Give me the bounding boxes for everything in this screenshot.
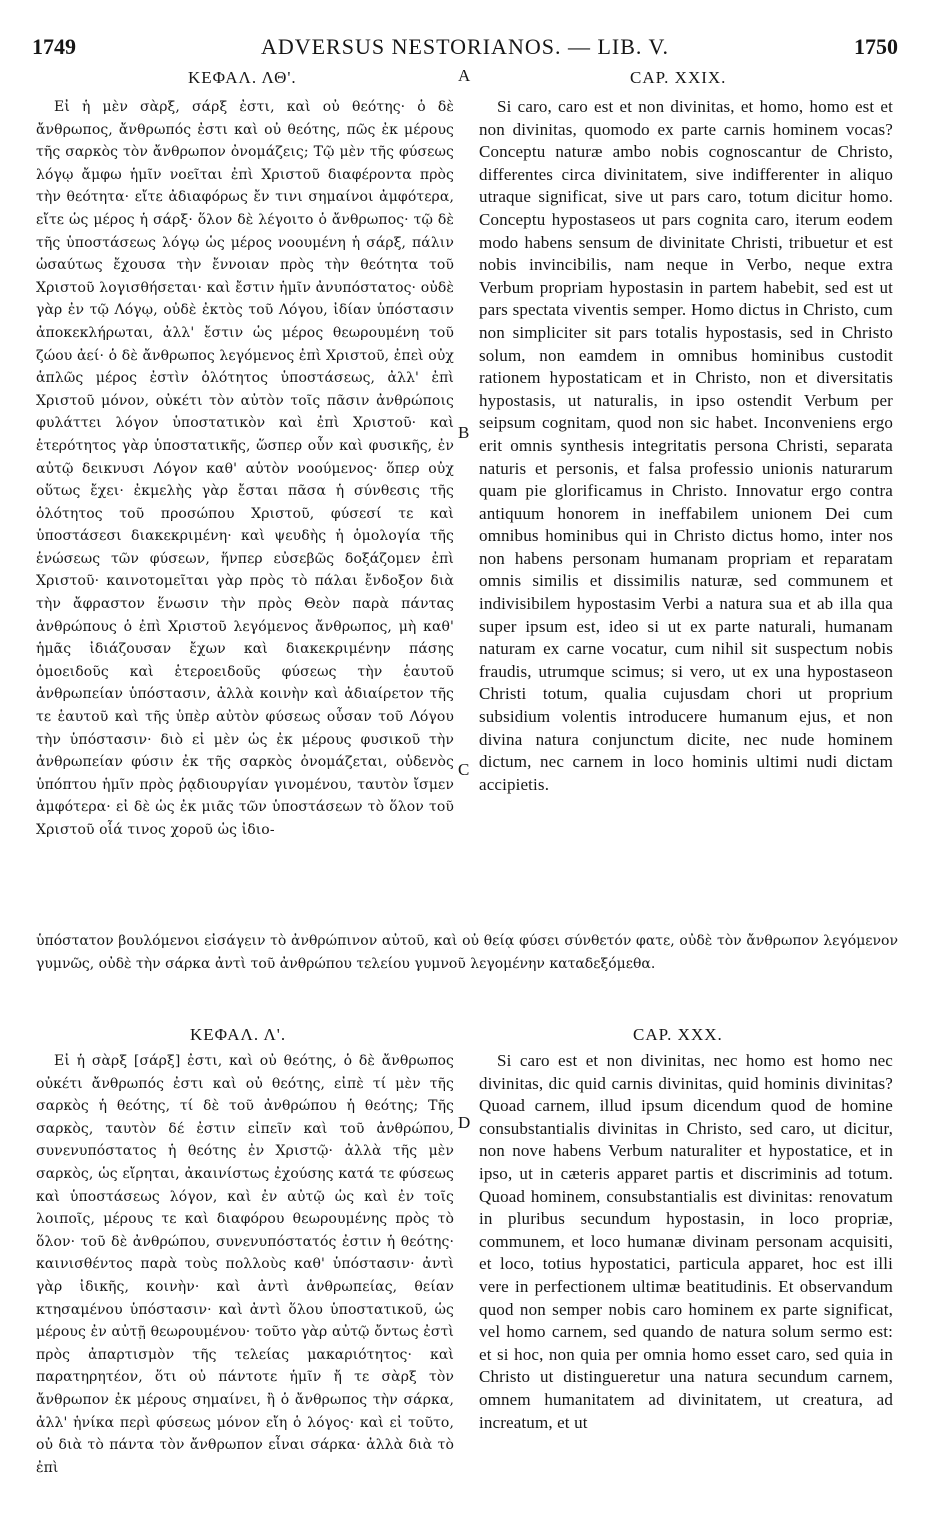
margin-marker-c: C <box>458 760 470 779</box>
margin-marker-b: B <box>458 423 470 442</box>
greek-column-1 <box>36 96 454 842</box>
greek-paragraph-2: Εἰ ἡ σὰρξ [σάρξ] ἐστι, καὶ οὐ θεότης, ὁ δὲ ἄνθρωπος οὐκέτι ἄνθρωπός ἐστι καὶ οὐ θεότης, εἰπὲ τί μὲν τῆς σαρκὸς ἡ θεότης, τί δὲ τοῦ ἀνθρώπου ἡ θεότης; Τῆς σαρκὸς, ταυτὸν δέ ἐστιν εἰπεῖν καὶ τοῦ ἀνθρώπου, συνενυπόστατος ἡ θεότης ἐν Χριστῷ· ἀλλὰ τῆς μὲν σαρκὸς, ὡς εἴρηται, ἀκαινίστως ἐχούσης κατά τε φύσεως καὶ ὑποστάσεως λόγον, καὶ ἐν αὐτῷ ὡς καὶ ἐν τοῖς λοιποῖς, μέρους τε καὶ διαφόρου θεωρουμένης πρὸς τὸ ὅλον· τοῦ δὲ ἀνθρώπου, συνενυπόστατός ἐστιν ἡ θεότης· καινισθέντος παρὰ τοὺς πολλοὺς καθ' ὑπόστασιν· ἀντὶ γὰρ ἰδικῆς, κοινὴν· καὶ ἀντὶ ἀνθρωπείας, θείαν κτησαμένου ὑπόστασιν· καὶ ἀντὶ ὅλου ὑποστατικοῦ, ὡς μέρους ἐν αὐτῇ θεωρουμένου· τοῦτο γὰρ αὐτῷ ὄντως ἐστὶ πρὸς ἀπαρτισμὸν τῆς τελείας μακαριότητος· καὶ παρατηρητέον, ὅτι οὐ πάντοτε ἡμῖν ἤ τε σὰρξ τὸν ἄνθρωπον ἐκ μέρους σημαίνει, ἢ ὁ ἄνθρωπος τὴν σάρκα, ἀλλ' ἡνίκα περὶ φύσεως μόνον εἴη ὁ λόγος· καὶ εἰ τοῦτο, οὐ διὰ τὸ πάντα τὸν ἄνθρωπον εἶναι σάρκα· ἀλλὰ διὰ τὸ ἐπὶ <box>36 1053 454 1476</box>
latin-column-2 <box>479 1050 893 1434</box>
page-number-left: 1749 <box>32 34 76 59</box>
latin-paragraph-2: Si caro est et non divinitas, nec homo est homo nec divinitas, dic quid carnis divinitas, quid hominis divinitas? Quoad carnem, illud ipsum dicendum quod de homine consubstantialis divinitas in Christo, sed caro, ut dicitur, non nove habens Verbum naturaliter et hypostatice, et in ipso, ut in cæteris apparet partis et discriminis ad totum. Quoad hominem, consubstantialis est divinitas: renovatum in pluribus secundum hypostasin, in loco propriæ, communem, et loco humanæ divinam personam acquisiti, et loco, totius hypostatici, particula apparet, hoc est illi vere in perfectionem ultimæ beatitudinis. Et observandum quod non semper nobis caro hominem ex parte significat, vel homo carnem, sed quando de natura solum sermo est: et si hoc, non quia per omnia homo esset caro, sed quia in Christo ut distingueretur una natura secundum carnem, omnem humanitatem ad divinitatem, ut creatura, ad increatum, et ut <box>479 1051 893 1432</box>
page-header <box>32 34 898 64</box>
latin-column-1 <box>479 96 893 796</box>
greek-chapter-heading-1: ΚΕΦΑΛ. ΛΘ'. <box>188 68 297 87</box>
greek-full-width-continuation: ὑπόστατον βουλόμενοι εἰσάγειν τὸ ἀνθρώπινον αὐτοῦ, καὶ οὐ θείᾳ φύσει σύνθετόν φατε, οὐδὲ τὸν ἄνθρωπον λεγόμενον γυμνῶς, οὐδὲ τὴν σάρκα ἀντὶ τοῦ ἀνθρώπου τελείου γυμνοῦ λεγομένην καταδεξόμεθα. <box>36 933 898 972</box>
margin-marker-d: D <box>458 1113 471 1132</box>
latin-chapter-heading-1: CAP. XXIX. <box>630 68 727 87</box>
margin-marker-a: A <box>458 66 471 85</box>
page-number-right: 1750 <box>854 34 898 59</box>
greek-paragraph-1: Εἰ ἡ μὲν σὰρξ, σάρξ ἐστι, καὶ οὐ θεότης· ὁ δὲ ἄνθρωπος, ἄνθρωπός ἐστι καὶ οὐ θεότης, πῶς ἐκ μέρους τῆς σαρκὸς τὸν ἄνθρωπον ὀνομάζεις; Τῷ μὲν τῆς φύσεως λόγῳ ἄμφω ἡμῖν νοεῖται ἐπὶ Χριστοῦ διαφέροντα πρὸς τὴν θεότητα· εἴτε ἀδιαφόρως ἔν τινι σημαίνοι ἀμφότερα, εἴτε ὡς μέρος ἡ σάρξ· ὅλον δὲ λέγοιτο ὁ ἄνθρωπος· τῷ δὲ τῆς ὑποστάσεως λόγῳ ὡς μέρος νοουμένη ἡ σάρξ, πάλιν ὡσαύτως ἔχουσα τὴν ἔννοιαν πρὸς τὴν θεότητα τοῦ Χριστοῦ λογισθήσεται· καὶ ἔστιν ἡμῖν ἀνυπόστατος· οὐδὲ γὰρ ἐν τῷ Λόγῳ, οὐδὲ ἐκτὸς τοῦ Λόγου, ἰδίαν ὑπόστασιν ἀποκεκλήρωται, ἀλλ' ἔστιν ὡς μέρος θεωρουμένη τοῦ ζώου ἀεί· ὁ δὲ ἄνθρωπος λεγόμενος ἐπὶ Χριστοῦ, ἐπεὶ οὐχ ἁπλῶς μέρος ἐστὶν ὁλότητος ὑποστάσεως, ἀλλ' ἐπὶ Χριστοῦ μόνον, οὐκέτι τὸν αὐτὸν τοῖς πᾶσιν ἀνθρώποις φυλάττει λόγον ὑποστατικὸν καὶ ἐπὶ Χριστοῦ· καὶ ἑτερότητος γὰρ ὑποστατικῆς, ὥσπερ οὖν καὶ φυσικῆς, ἐν αὐτῷ δεικνυσι Λόγον καθ' αὑτὸν νοούμενος· ὅπερ οὐχ οὕτως ἔχει· ἐκμελὴς γὰρ ἔσται πᾶσα ἡ σύνθεσις τῆς ὁλότητος τοῦ προσώπου Χριστοῦ, φύσεσί τε καὶ ὑποστάσεσι διακεκριμένη· καὶ ψευδὴς ἡ ὁμολογία τῆς ἑνώσεως τῶν φύσεων, ἥνπερ εὐσεβῶς δοξάζομεν ἐπὶ Χριστοῦ· καινοτομεῖται γὰρ πρὸς τὸ πάλαι ἔνδοξον διὰ τὴν ἄφραστον ἕνωσιν τὴν πρὸς Θεὸν παρὰ πάντας ἀνθρώπους ὁ ἐπὶ Χριστοῦ λεγόμενος ἄνθρωπος, μὴ καθ' ἡμᾶς ἰδιάζουσαν ἔχων καὶ διακεκριμένην πάσης ὁμοειδοῦς καὶ ἑτεροειδοῦς φύσεως τὴν ἑαυτοῦ ἀνθρωπείαν ὑπόστασιν, ἀλλὰ κοινὴν καὶ ἀδιαίρετον τῆς τε ἑαυτοῦ καὶ τῆς ὑπὲρ αὐτὸν φύσεως οὖσαν τοῦ Λόγου τὴν ὑπόστασιν· διὸ εἰ μὲν ὡς ἐκ μέρους φυσικοῦ τὴν ἀνθρωπείαν φύσιν ἐκ τῆς σαρκὸς ὀνομάζεται, οὐδενὸς ὑπόπτου ἡμῖν πρὸς ῥᾳδιουργίαν γινομένου, ταυτὸν ἴσμεν ἀμφότερα· εἰ δὲ ὡς ἐκ μιᾶς τῶν ὑποστάσεων τὸ ὅλον τοῦ Χριστοῦ οἷά τινος χοροῦ ὡς ἰδιο- <box>36 99 454 838</box>
latin-paragraph-1: Si caro, caro est et non divinitas, et homo, homo est et non divinitas, quomodo ex parte carnis hominem vocas? Conceptu naturæ ambo nobis cognoscantur de Christo, differentes circa divinitatem, sive indifferenter in aliquo utraque significat, sive ut pars caro, totum dicitur homo. Conceptu hypostaseos ut pars cognita caro, iterum eodem modo habens sensum de divinitate Christi, tribuetur et est nobis invincibilis, nam neque in Verbo, neque extra Verbum propriam hypostasin in partem habebit, sed est ut pars spectata viventis semper. Homo dictus in Christo, cum non simpliciter sit pars totalis hypostasis, sed in Christo solum, non eamdem in omnibus hominibus custodit rationem hypostaticam et in Christo, non et diversitatis hypostasis, ut naturalis, in ipso ostendit Verbum per seipsum cognitam, quod non sic habet. Inconveniens ergo erit omnis synthesis integritatis persona Christi, separata naturis et personis, et falsa professio unionis naturarum quam pie glorificamus in Christo. Innovatur ergo contra antiquum honorem in ineffabilem unionem Dei cum omnibus hominibus qui in Christo dictus homo, inter nos non habens personam humanam propriam et reparatam omnis similis et dissimilis naturæ, sed communem et indivisibilem hypostasim Verbi a natura sua et ab illa qua super ipsum est, ideo si ut ex parte naturali, humanam naturam ex carne vocatur, cum nihil sit suspectum nobis fraudis, utrumque scimus; si vero, ut ex una hypostaseon Christi totum, qualia cujusdam chori ut proprium subsidium volentis introducere humanum ejus, et non divina natura conjunctum dicite, nec nude hominem dictum, nec carnem in loco hominis ultimi nudi dictam accipietis. <box>479 97 893 794</box>
greek-chapter-heading-2: ΚΕΦΑΛ. Λ'. <box>190 1025 287 1044</box>
running-title: ADVERSUS NESTORIANOS. — LIB. V. <box>260 34 670 59</box>
latin-chapter-heading-2: CAP. XXX. <box>633 1025 723 1044</box>
greek-column-2 <box>36 1050 454 1479</box>
